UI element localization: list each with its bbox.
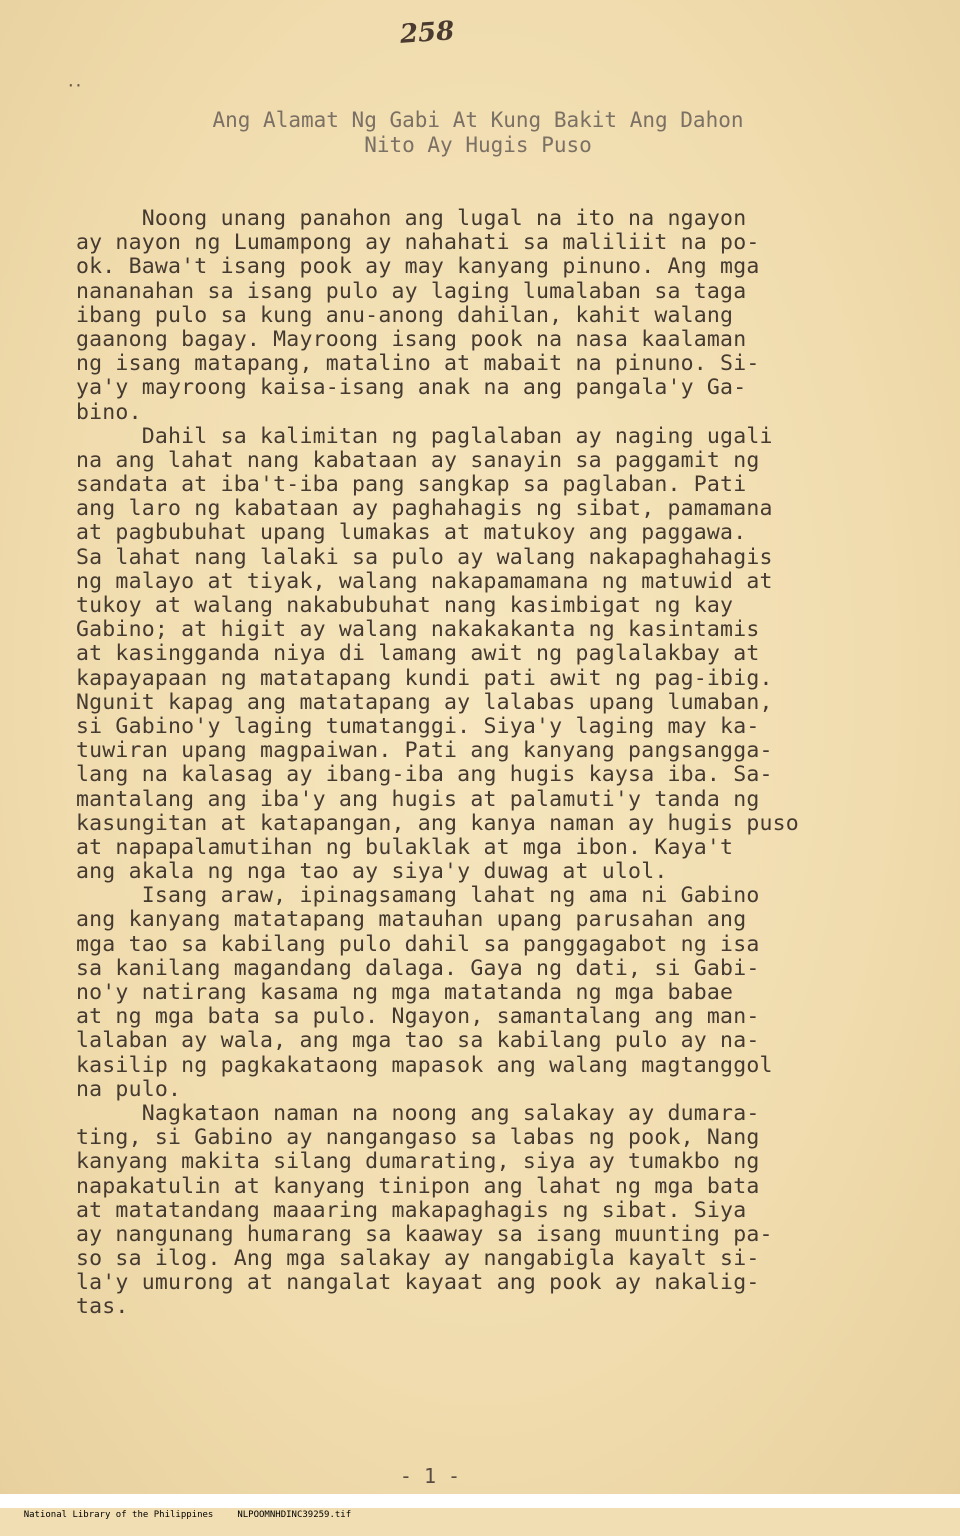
text-line: Dahil sa kalimitan ng paglalaban ay naging ugali	[76, 423, 773, 449]
page-number: - 1 -	[399, 1464, 461, 1488]
text-line: kapayapaan ng matatapang kundi pati awit ng pag-ibig.	[76, 665, 773, 691]
text-line: si Gabino'y laging tumatanggi. Siya'y laging may ka-	[76, 713, 760, 739]
body-text	[76, 207, 876, 1320]
text-line: tas.	[76, 1294, 129, 1320]
text-line: ng isang matapang, matalino at mabait na pinuno. Si-	[76, 351, 760, 377]
text-line: la'y umurong at nangalat kayaat ang pook ay nakalig-	[76, 1270, 760, 1296]
text-line: ang akala ng nga tao ay siya'y duwag at ulol.	[76, 859, 668, 885]
text-line: tuwiran upang magpaiwan. Pati ang kanyang pangsangga-	[76, 738, 773, 764]
text-line: ng malayo at tiyak, walang nakapamamana ng matuwid at	[76, 568, 773, 594]
text-line: tukoy at walang nakabubuhat nang kasimbigat ng kay	[76, 593, 734, 618]
text-line: ibang pulo sa kung anu-anong dahilan, kahit walang	[76, 302, 734, 328]
text-line: Nagkataon naman na noong ang salakay ay dumara-	[76, 1100, 760, 1126]
text-line: napakatulin at kanyang tinipon ang lahat ng mga bata	[76, 1173, 760, 1199]
text-line: so sa ilog. Ang mga salakay ay nangabigla kayalt si-	[76, 1246, 760, 1272]
footer-library: National Library of the Philippines	[23, 1510, 214, 1520]
text-line: nananahan sa isang pulo ay laging lumalaban sa taga	[76, 278, 747, 304]
footer-filename: NLPOOMNHDINC39259.tif	[237, 1510, 352, 1520]
text-line: ya'y mayroong kaisa-isang anak na ang pangala'y Ga-	[76, 375, 747, 401]
handwritten-page-number: 258	[399, 16, 456, 50]
title-line-2: Nito Ay Hugis Puso	[364, 133, 592, 157]
text-line: Sa lahat nang lalaki sa pulo ay walang nakapaghahagis	[76, 544, 773, 570]
text-line: ang kanyang matatapang matauhan upang parusahan ang	[76, 907, 747, 933]
text-line: Ngunit kapag ang matatapang ay lalabas upang lumaban,	[76, 689, 773, 715]
text-line: no'y natirang kasama ng mga matatanda ng mga babae	[76, 980, 734, 1005]
text-line: Isang araw, ipinagsamang lahat ng ama ni Gabino	[76, 883, 760, 909]
text-line: bino.	[76, 399, 142, 425]
text-line: at ng mga bata sa pulo. Ngayon, samantalang ang man-	[76, 1004, 760, 1030]
text-line: kanyang makita silang dumarating, siya ay tumakbo ng	[76, 1149, 760, 1175]
text-line: ay nayon ng Lumampong ay nahahati sa maliliit na po-	[76, 230, 760, 256]
text-line: mga tao sa kabilang pulo dahil sa panggagabot ng isa	[76, 931, 760, 957]
text-line: ting, si Gabino ay nangangaso sa labas ng pook, Nang	[76, 1125, 760, 1151]
text-line: ok. Bawa't isang pook ay may kanyang pinuno. Ang mga	[76, 254, 760, 280]
text-line: mantalang ang iba'y ang hugis at palamuti'y tanda ng	[76, 786, 760, 812]
text-line: kasungitan at katapangan, ang kanya naman ay hugis puso	[76, 810, 799, 836]
text-line: ang laro ng kabataan ay paghahagis ng sibat, pamamana	[76, 496, 773, 522]
text-line: at kasingganda niya di lamang awit ng paglalakbay at	[76, 641, 760, 667]
scan-footer	[0, 1494, 960, 1520]
text-line: at pagbubuhat upang lumakas at matukoy ang paggawa.	[76, 520, 747, 546]
title-line-1: Ang Alamat Ng Gabi At Kung Bakit Ang Dahon	[212, 108, 744, 132]
text-line: ay nangunang humarang sa kaaway sa isang muunting pa-	[76, 1221, 773, 1247]
text-line: kasilip ng pagkakataong mapasok ang walang magtanggol	[76, 1052, 773, 1078]
text-line: na ang lahat nang kabataan ay sanayin sa paggamit ng	[76, 447, 760, 473]
text-line: Gabino; at higit ay walang nakakakanta ng kasintamis	[76, 617, 760, 643]
text-line: gaanong bagay. Mayroong isang pook na nasa kaalaman	[76, 326, 747, 352]
ink-speck: ··	[66, 76, 82, 95]
text-line: na pulo.	[76, 1076, 182, 1102]
text-line: lalaban ay wala, ang mga tao sa kabilang pulo ay na-	[76, 1028, 760, 1054]
text-line: sandata at iba't-iba pang sangkap sa paglaban. Pati	[76, 472, 747, 498]
text-line: sa kanilang magandang dalaga. Gaya ng dati, si Gabi-	[76, 955, 760, 981]
text-line: at matatandang maaaring makapaghagis ng sibat. Siya	[76, 1197, 747, 1223]
text-line: at napapalamutihan ng bulaklak at mga ibon. Kaya't	[76, 834, 734, 860]
text-line: Noong unang panahon ang lugal na ito na ngayon	[76, 206, 747, 231]
text-line: lang na kalasag ay ibang-iba ang hugis kaysa iba. Sa-	[76, 762, 773, 788]
document-title	[78, 108, 878, 158]
